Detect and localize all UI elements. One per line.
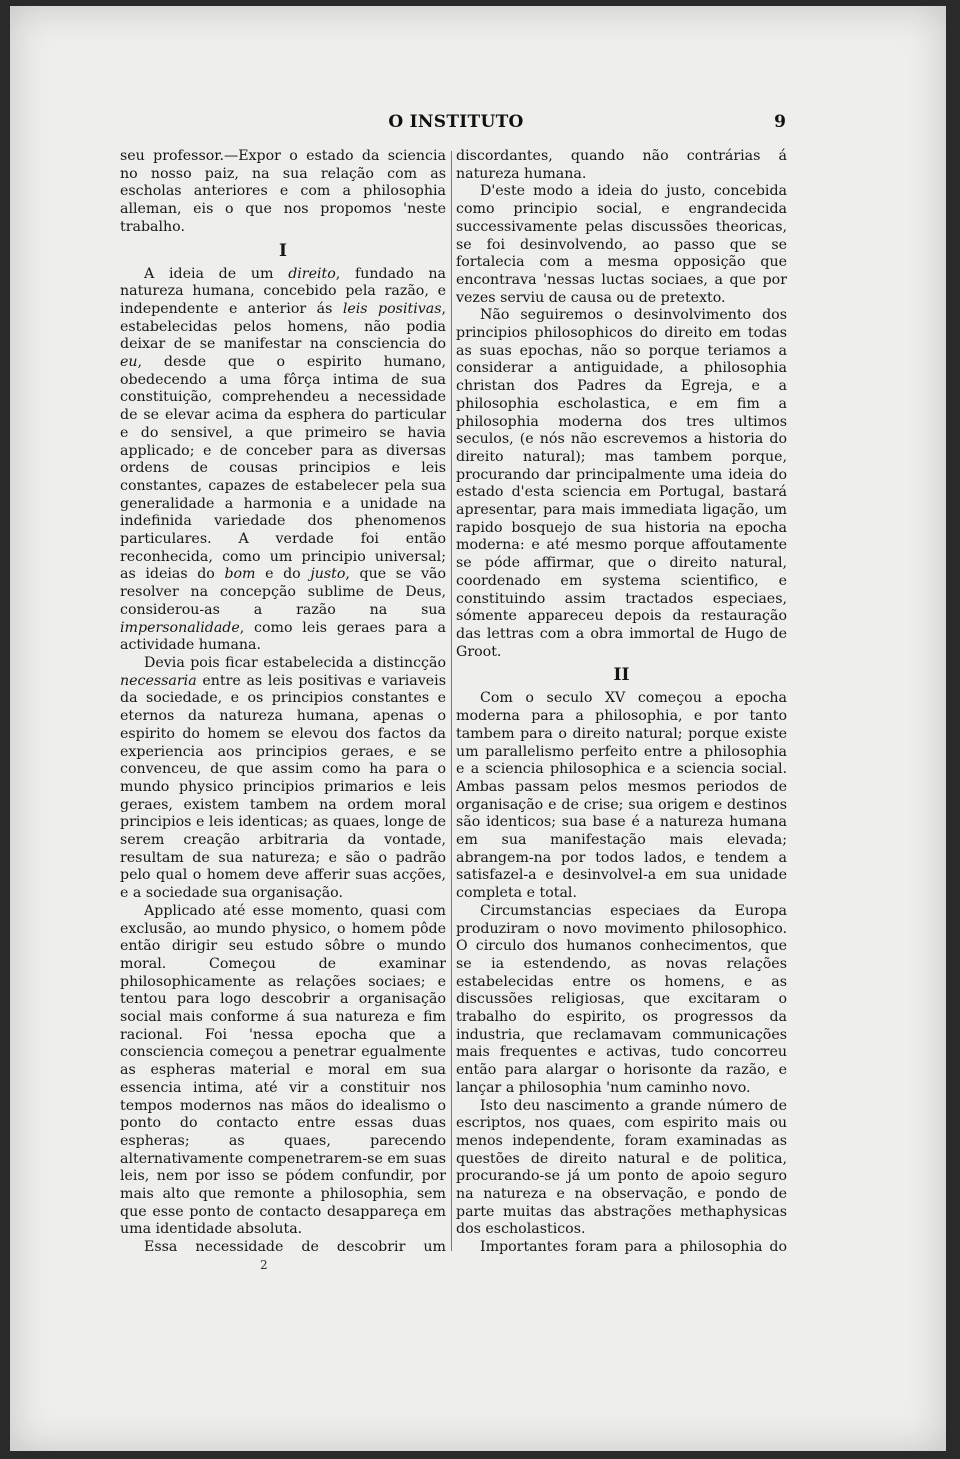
left-paragraph-2: Devia pois ficar estabelecida a distincção necessaria entre as leis positivas e variaveis da sociedade, e os principios constantes e eternos da natureza humana, apenas o espirito do homem se elevou dos factos da experiencia aos principios geraes, e se convenceu, de que assim como ha para o mundo physico principios primarios e leis geraes, existem tambem na ordem moral principios e leis identicas; as quaes, longe de serem creação arbitraria da vontade, resultam de sua natureza; e são o padrão pelo qual o homem deve afferir suas acções, e a sociedade sua organisação. — [120, 654, 446, 902]
page-number: 9 — [774, 112, 786, 132]
right-paragraph-5: Isto deu nascimento a grande número de escriptos, nos quaes, com espirito mais ou menos independente, foram examinadas as questões de direito natural e de politica, procurando-se já um ponto de apoio seguro na natureza e na observação, e pondo de parte muitas das abstrações methaphysicas dos escholasticos. — [456, 1097, 787, 1238]
signature-mark: 2 — [260, 1258, 268, 1272]
right-paragraph-3: Com o seculo XV começou a epocha moderna para a philosophia, e por tanto tambem para o direito natural; porque existe um parallelismo perfeito entre a philosophia e a sciencia philosophica e a sciencia social. Ambas passam pelos mesmos periodos de organisação e de crise; sua origem e destinos são identicos; sua base é a natureza humana em sua manifestação mais elevada; abrangem-na por todos lados, e tendem a satisfazel-a e desinvolvel-a em sua unidade completa e total. — [456, 690, 787, 902]
right-paragraph-6: Importantes foram para a philosophia do — [480, 1239, 787, 1256]
left-column — [120, 148, 446, 1256]
column-divider — [451, 151, 452, 1251]
section-heading-I: I — [279, 240, 287, 261]
left-paragraph-1: A ideia de um direito, fundado na natureza humana, concebido pela razão, e independente e anterior ás leis positivas, estabelecidas pelos homens, não podia deixar de se manifestar na consciencia do eu, desde que o espirito humano, obedecendo a uma fôrça intima de sua constituição, comprehendeu a necessidade de se elevar acima da esphera do particular e do sensivel, a que primeiro se havia applicado; e de conceber para as diversas ordens de cousas principios e leis constantes, capazes de estabelecer pela sua generalidade a harmonia e a unidade na indefinida variedade dos phenomenos particulares. A verdade foi então reconhecida, como um principio universal; as ideias do bom e do justo, que se vão resolver na concepção sublime de Deus, considerou-as a razão na sua impersonalidade, como leis geraes para a actividade humana. — [120, 265, 446, 654]
left-paragraph-4: Essa necessidade de descobrir um — [144, 1239, 446, 1256]
right-column — [456, 148, 787, 1256]
page-header — [118, 106, 794, 136]
right-paragraph-4: Circumstancias especiaes da Europa produziram o novo movimento philosophico. O circulo dos humanos conhecimentos, que se ia estendendo, as novas relações estabelecidas entre os homens, e as discussões religiosas, que excitaram o trabalho do espirito, os progressos da industria, que reclamavam communicações mais frequentes e activas, tudo concorreu então para alargar o horisonte da razão, e lançar a philosophia 'num caminho novo. — [456, 902, 787, 1096]
running-title: O INSTITUTO — [388, 112, 524, 132]
section-heading-II: II — [613, 665, 630, 686]
right-paragraph-1: D'este modo a ideia do justo, concebida como principio social, e engrandecida successivamente pelas discussões theoricas, se foi desinvolvendo, ao passo que se fortalecia com a mesma opposição que encontrava 'nessas luctas sociaes, a que por vezes serviu de causa ou de pretexto. — [456, 183, 787, 306]
right-paragraph-0: discordantes, quando não contrárias á natureza humana. — [456, 148, 787, 182]
right-paragraph-2: Não seguiremos o desinvolvimento dos principios philosophicos do direito em todas as suas epochas, não so porque teriamos a considerar a antiguidade, a philosophia christan dos Padres da Egreja, e a philosophia escholastica, e em fim a philosophia moderna dos tres ultimos seculos, (e nós não escrevemos a historia do direito natural); mas tambem porque, procurando dar principalmente uma ideia do estado d'esta sciencia em Portugal, bastará apresentar, para mais immediata ligação, um rapido bosquejo de sua historia na epocha moderna: e até mesmo porque affoutamente se póde affirmar, que o direito natural, coordenado em systema scientifico, e constituindo assim tractados especiaes, sómente appareceu depois da restauração das lettras com a obra immortal de Hugo de Groot. — [456, 307, 787, 660]
left-paragraph-3: Applicado até esse momento, quasi com exclusão, ao mundo physico, o homem pôde então dirigir seu estudo sôbre o mundo moral. Começou de examinar philosophicamente as relações sociaes; e tentou para logo descobrir a organisação social mais conforme á sua natureza e fim racional. Foi 'nessa epocha que a consciencia começou a penetrar egualmente as espheras material e moral em sua essencia intima, até vir a constituir nos tempos modernos nas mãos do idealismo o ponto do contacto entre essas duas espheras; as quaes, parecendo alternativamente compenetrarem-se em suas leis, nem por isso se pódem confundir, por mais alto que remonte a philosophia, sem que esse ponto de contacto desappareça em uma identidade absoluta. — [120, 902, 446, 1238]
left-paragraph-0: seu professor.—Expor o estado da sciencia no nosso paiz, na sua relação com as escholas anteriores e com a philosophia alleman, eis o que nos propomos 'neste trabalho. — [120, 148, 446, 235]
page-sheet — [10, 6, 946, 1451]
